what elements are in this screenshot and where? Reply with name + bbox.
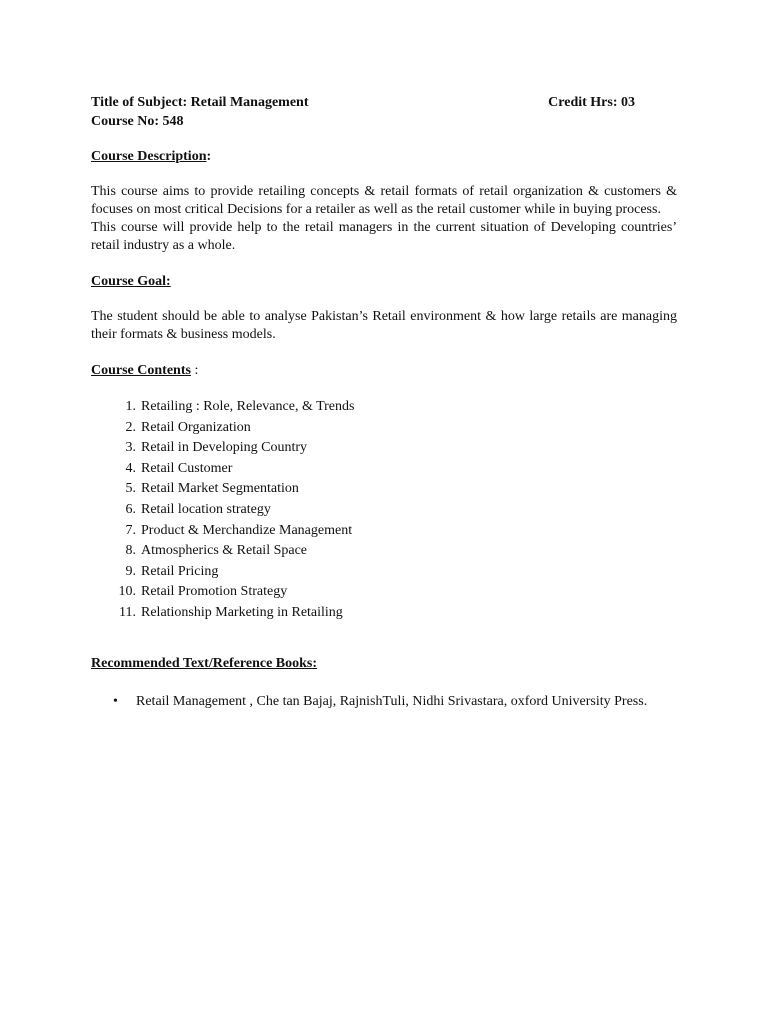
recommended-books-heading-text: Recommended Text/Reference Books: — [91, 655, 318, 671]
list-item-text: Retail Organization — [141, 419, 251, 435]
list-item-number: 3. — [125, 440, 136, 456]
course-description-paragraph-1: This course aims to provide retailing concepts & retail formats of retail organization & customers & focuses on most critical Decisions for a retailer as well as the retail customer while in buying process. — [91, 184, 677, 217]
list-item — [91, 562, 677, 583]
list-item — [91, 541, 677, 562]
subject-title: Title of Subject: Retail Management — [91, 95, 309, 110]
course-goal-heading — [91, 272, 677, 292]
list-item — [91, 692, 677, 712]
list-item-number: 5. — [125, 481, 136, 497]
list-item-number: 2. — [125, 419, 136, 435]
list-item-text: Retail Market Segmentation — [141, 481, 299, 497]
list-item-text: Atmospherics & Retail Space — [141, 543, 308, 559]
bullet-dot-icon: • — [113, 693, 118, 709]
list-item — [91, 603, 677, 624]
course-description-heading-text: Course Description — [91, 149, 207, 164]
course-contents-heading-suffix: : — [190, 363, 199, 378]
list-item-text: Product & Merchandize Management — [141, 522, 353, 538]
book-reference-text: Retail Management , Che tan Bajaj, RajnishTuli, Nidhi Srivastara, oxford University Press. — [136, 693, 648, 709]
list-item — [91, 582, 677, 603]
course-number: Course No: 548 — [91, 114, 184, 129]
list-item — [91, 500, 677, 521]
course-description-heading-suffix: : — [206, 149, 212, 164]
credit-hours: Credit Hrs: 03 — [548, 95, 635, 110]
course-goal-heading-text: Course Goal: — [91, 274, 171, 289]
list-item-number: 6. — [125, 501, 136, 517]
list-item-number: 8. — [125, 543, 136, 559]
list-item — [91, 521, 677, 542]
list-item — [91, 438, 677, 459]
list-item-text: Retailing : Role, Relevance, & Trends — [141, 399, 355, 414]
list-item-text: Retail in Developing Country — [141, 440, 308, 456]
course-contents-heading-text: Course Contents — [91, 363, 191, 378]
course-contents-heading — [91, 361, 677, 381]
list-item-text: Retail location strategy — [141, 501, 271, 517]
course-goal-paragraph: The student should be able to analyse Pakistan’s Retail environment & how large retails are managing their formats & business models. — [91, 309, 677, 342]
subject-header-row — [91, 93, 677, 112]
list-item-number: 7. — [125, 522, 136, 538]
list-item-text: Relationship Marketing in Retailing — [141, 604, 343, 620]
list-item-number: 1. — [125, 399, 136, 414]
list-item-number: 10. — [118, 584, 136, 600]
list-item-text: Retail Pricing — [141, 563, 219, 579]
list-item — [91, 459, 677, 480]
list-item-number: 11. — [119, 604, 136, 620]
list-item — [91, 418, 677, 439]
list-item-text: Retail Customer — [141, 460, 233, 476]
list-item-number: 4. — [125, 460, 136, 476]
list-item-number: 9. — [125, 563, 136, 579]
course-description-paragraph-2: This course will provide help to the retail managers in the current situation of Developing countries’ retail industry as a whole. — [91, 220, 677, 253]
recommended-books-list — [91, 692, 677, 712]
list-item-text: Retail Promotion Strategy — [141, 584, 288, 600]
list-item — [91, 479, 677, 500]
course-description-heading — [91, 147, 677, 167]
recommended-books-heading — [91, 654, 677, 674]
list-item — [91, 397, 677, 418]
course-contents-list — [91, 397, 677, 624]
document-page — [91, 93, 677, 712]
